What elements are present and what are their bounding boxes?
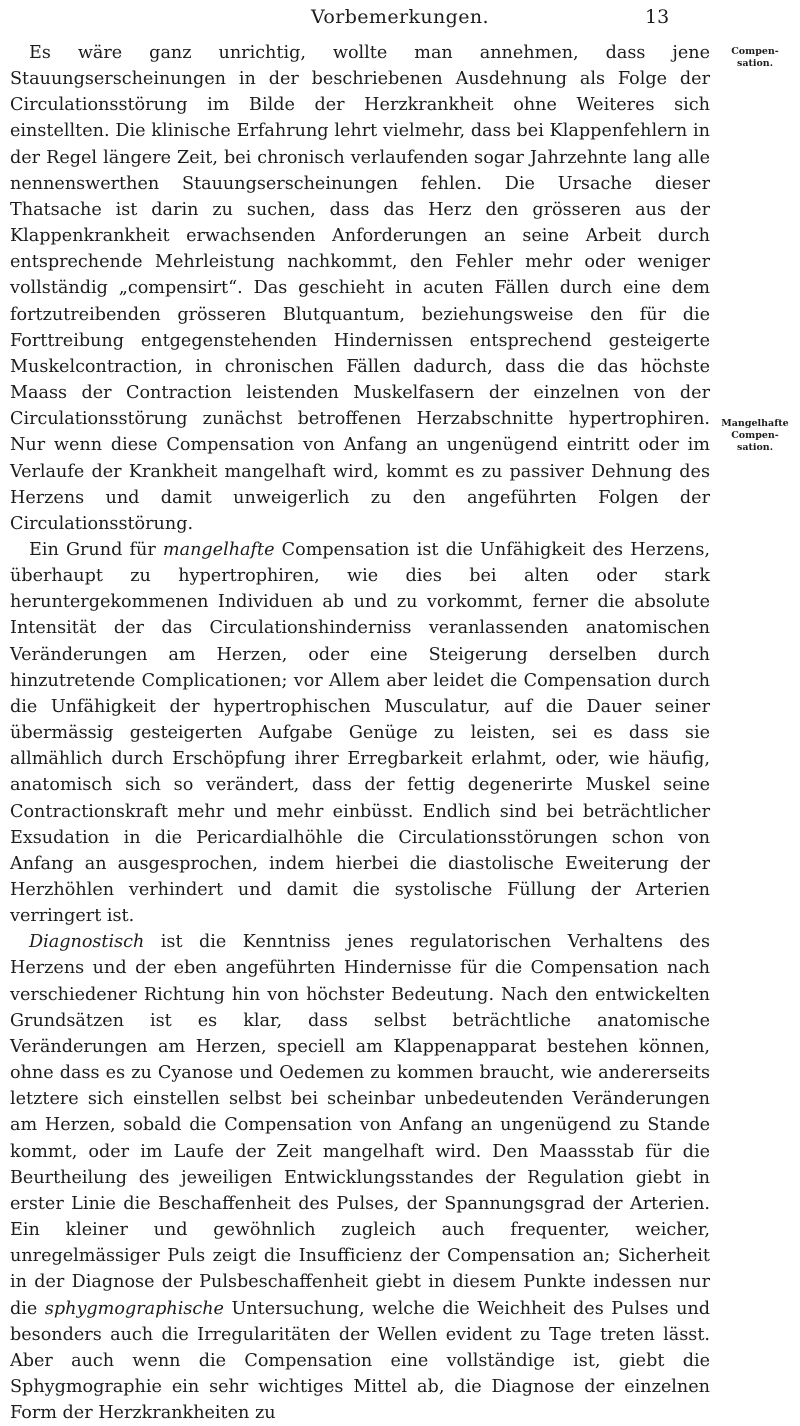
page-header: [0, 6, 800, 36]
margin-note-text: Mangelhafte Compen- sation.: [721, 418, 789, 453]
margin-note-compensation: [716, 46, 794, 70]
emphasis-diagnostisch: Diagnostisch: [29, 932, 145, 953]
paragraph-text: Es wäre ganz unrichtig, wollte man annehmen, dass jene Stauungserscheinungen in der beschriebenen Ausdehnung als Folge der Circulationsstörung im Bilde der Herzkrankheit ohne Weiteres sich einstellten. Die klinische Erfahrung lehrt vielmehr, dass bei Klappenfehlern in der Regel längere Zeit, bei chronisch verlaufenden sogar Jahrzehnte lang alle nennenswerthen Stauungserscheinungen fehlen. Die Ursache dieser Thatsache ist darin zu suchen, dass das Herz den grösseren aus der Klappenkrankheit erwachsenden Anforderungen an seine Arbeit durch entsprechende Mehrleistung nachkommt, den Fehler mehr oder weniger vollständig „compensirt“. Das geschieht in acuten Fällen durch eine dem fortzutreibenden grösseren Blutquantum, beziehungsweise den für die Forttreibung entgegenstehenden Hindernissen entsprechend gesteigerte Muskelcontraction, in chronischen Fällen dadurch, dass die das höchste Maass der Contraction leistenden Muskelfasern der einzelnen von der Circulationsstörung zunächst betroffenen Herzabschnitte hypertrophiren. Nur wenn diese Compensation von Anfang an ungenügend eintritt oder im Verlaufe der Krankheit mangelhaft wird, kommt es zu passiver Dehnung des Herzens und damit unweigerlich zu den angeführten Folgen der Circulationsstörung.: [10, 43, 710, 534]
paragraph-1: [10, 40, 710, 537]
margin-note-mangelhafte-compensation: [716, 418, 794, 454]
emphasis-sphygmographische: sphygmographische: [44, 1298, 224, 1319]
paragraph-text: ist die Kenntniss jenes regulatorischen Verhaltens des Herzens und der eben angeführten Hindernisse für die Compensation nach verschiedener Richtung hin von höchster Bedeutung. Nach den entwickelten Grundsätzen ist es klar, dass selbst beträchtliche anatomische Veränderungen am Herzen, speciell am Klappenapparat bestehen können, ohne dass es zu Cyanose und Oedemen zu kommen braucht, wie andererseits letztere sich einstellen selbst bei scheinbar unbedeutenden Veränderungen am Herzen, sobald die Compensation von Anfang an ungenügend zu Stande kommt, oder im Laufe der Zeit mangelhaft wird. Den Maassstab für die Beurtheilung des jeweiligen Entwicklungsstandes der Regulation giebt in erster Linie die Beschaffenheit des Pulses, der Spannungsgrad der Arterien. Ein kleiner und gewöhnlich zugleich auch frequenter, weicher, unregelmässiger Puls zeigt die Insufficienz der Compensation an; Sicherheit in der Diagnose der Pulsbeschaffenheit giebt in diesem Punkte indessen nur die: [10, 932, 710, 1319]
margin-note-text: Compen- sation.: [731, 46, 779, 69]
body-text: [10, 40, 710, 1426]
emphasis-mangelhafte: mangelhafte: [162, 539, 275, 560]
paragraph-2: [10, 537, 710, 929]
paragraph-text: Compensation ist die Unfähigkeit des Herzens, überhaupt zu hypertrophiren, wie dies bei alten oder stark heruntergekommenen Individuen ab und zu vorkommt, ferner die absolute Intensität der das Circulationshinderniss veranlassenden anatomischen Veränderungen am Herzen, oder eine Steigerung derselben durch hinzutretende Complicationen; vor Allem aber leidet die Compensation durch die Unfähigkeit der hypertrophischen Musculatur, auf die Dauer seiner übermässig gesteigerten Aufgabe Genüge zu leisten, sei es dass sie allmählich durch Erschöpfung ihrer Erregbarkeit erlahmt, oder, wie häufig, anatomisch sich so verändert, dass der fettig degenerirte Muskel seine Contractionskraft mehr und mehr einbüsst. Endlich sind bei beträchtlicher Exsudation in die Pericardialhöhle die Circulationsstörungen schon von Anfang an ausgesprochen, indem hierbei die diastolische Eweiterung der Herzhöhlen verhindert und damit die systolische Füllung der Arterien verringert ist.: [10, 539, 710, 927]
paragraph-3: [10, 929, 710, 1426]
page-number: 13: [645, 6, 670, 28]
paragraph-text: Ein Grund für: [29, 539, 163, 560]
paragraph-text: Untersuchung, welche die Weichheit des Pulses und besonders auch die Irregularitäten der Wellen evident zu Tage treten lässt. Aber auch wenn die Compensation eine vollständige ist, giebt die Sphygmographie ein sehr wichtiges Mittel ab, die Diagnose der einzelnen Form der Herzkrankheiten zu: [10, 1298, 710, 1424]
running-head: Vorbemerkungen.: [311, 6, 489, 28]
